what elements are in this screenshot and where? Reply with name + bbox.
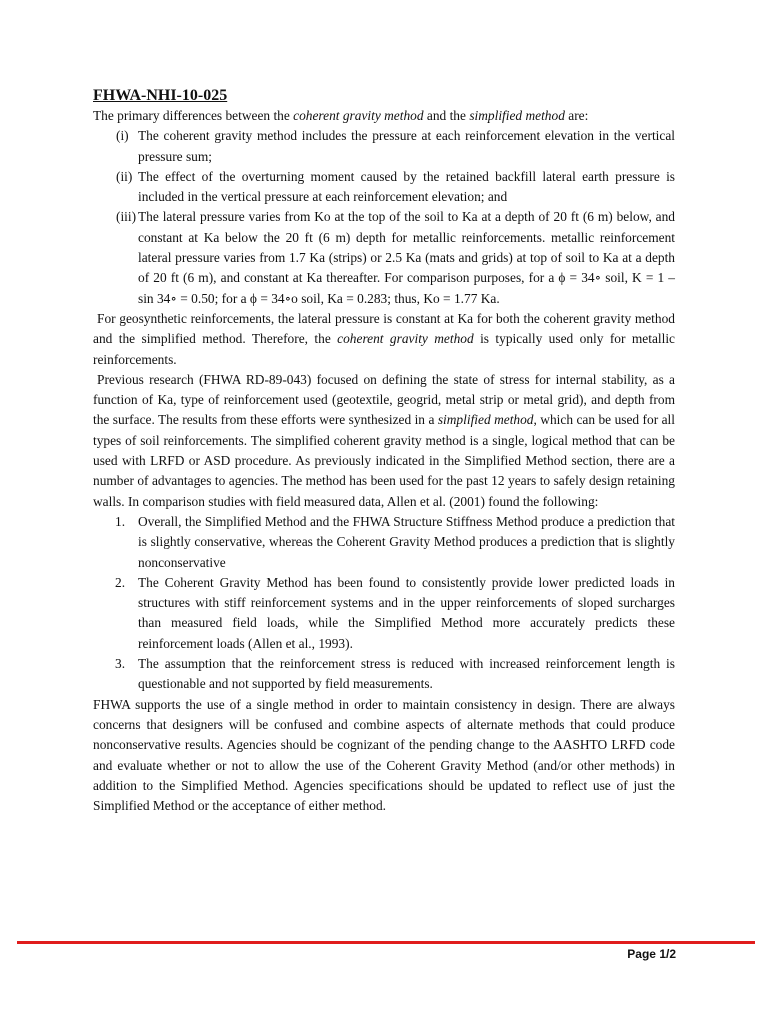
intro-text-1: The primary differences between the xyxy=(93,108,294,123)
list-item xyxy=(93,126,675,167)
list-marker: (ii) xyxy=(116,168,133,184)
list-item xyxy=(93,167,675,208)
intro-emphasis-simplified: simplified method xyxy=(469,108,565,123)
list-item xyxy=(93,512,675,573)
intro-emphasis-coherent: coherent gravity method xyxy=(293,108,424,123)
intro-paragraph xyxy=(93,106,675,126)
differences-list xyxy=(93,126,675,309)
list-marker: (iii) xyxy=(116,209,137,225)
list-item xyxy=(93,207,675,308)
list-item-text: The assumption that the reinforcement stress is reduced with increased reinforcement length is questionable and not supported by field measurements. xyxy=(138,656,675,692)
intro-text-3: are: xyxy=(564,108,589,123)
document-body xyxy=(93,86,675,816)
research-text-2: , which can be used for all types of soil reinforcements. The simplified coherent gravity method is a single, logical method that can be used with LRFD or ASD procedure. As previously indicated in the Simplified Method section, there are a number of advantages to agencies. The method has been used for the past 12 years to safely design retaining walls. In comparison studies with field measured data, Allen et al. (2001) found the following: xyxy=(93,412,675,509)
list-item-text: The Coherent Gravity Method has been found to consistently provide lower predicted loads in structures with stiff reinforcement systems and in the upper reinforcements of sloped surcharges than measured field loads, while the Simplified Method more accurately predicts these reinforcement loads (Allen et al., 1993). xyxy=(138,574,675,651)
list-marker: 1. xyxy=(115,513,126,529)
list-item-text: The coherent gravity method includes the pressure at each reinforcement elevation in the vertical pressure sum; xyxy=(138,128,675,164)
research-paragraph xyxy=(93,370,675,512)
document-title: FHWA-NHI-10-025 xyxy=(93,87,228,104)
list-marker: 2. xyxy=(115,574,126,590)
geosynthetic-paragraph xyxy=(93,309,675,370)
page-number: Page 1/2 xyxy=(627,947,676,961)
list-item-text: The lateral pressure varies from Ko at the top of the soil to Ka at a depth of 20 ft (6 m) below, and constant at Ka below the 20 ft (6 m) depth for metallic reinforcements. metallic reinforcement lateral pressure varies from 1.7 Ka (strips) or 2.5 Ka (mats and grids) at top of soil to Ka at a depth of 20 ft (6 m), and constant at Ka thereafter. For comparison purposes, for a ϕ = 34∘ soil, K = 1 – sin 34∘ = 0.50; for a ϕ = 34∘o soil, Ka = 0.283; thus, Ko = 1.77 Ka. xyxy=(138,209,675,306)
conclusion-paragraph: FHWA supports the use of a single method in order to maintain consistency in design. There are always concerns that designers will be confused and combine aspects of alternate methods that could produce nonconservative results. Agencies should be cognizant of the pending change to the AASHTO LRFD code and evaluate whether or not to allow the use of the Coherent Gravity Method (and/or other methods) in addition to the Simplified Method. Agencies specifications should be updated to reflect use of just the Simplified Method or the acceptance of either method. xyxy=(93,696,675,814)
geo-emphasis: coherent gravity method xyxy=(337,331,474,347)
list-marker: 3. xyxy=(115,656,126,672)
list-marker: (i) xyxy=(116,128,129,144)
list-item xyxy=(93,654,675,695)
list-item xyxy=(93,573,675,654)
research-text-1: Previous research (FHWA RD-89-043) focused on defining the state of stress for internal stability, as a function of Ka, type of reinforcement used (geotextile, geogrid, metal strip or metal grid), and depth from the surface. The results from these efforts were synthesized in a xyxy=(93,371,675,428)
intro-text-2: and the xyxy=(423,108,470,123)
geo-text-2: is typically used only for metallic reinforcements. xyxy=(93,331,675,367)
geo-text-1: For geosynthetic reinforcements, the lateral pressure is constant at Ka for both the coherent gravity method and the simplified method. Therefore, the xyxy=(93,310,675,347)
list-item-text: Overall, the Simplified Method and the FHWA Structure Stiffness Method produce a prediction that is slightly conservative, whereas the Coherent Gravity Method produces a prediction that is slightly nonconservative xyxy=(138,513,675,570)
list-item-text: The effect of the overturning moment caused by the retained backfill lateral earth pressure is included in the vertical pressure at each reinforcement elevation; and xyxy=(138,168,675,205)
research-emphasis: simplified method xyxy=(437,412,534,428)
findings-list xyxy=(93,512,675,695)
footer-divider xyxy=(17,941,755,944)
